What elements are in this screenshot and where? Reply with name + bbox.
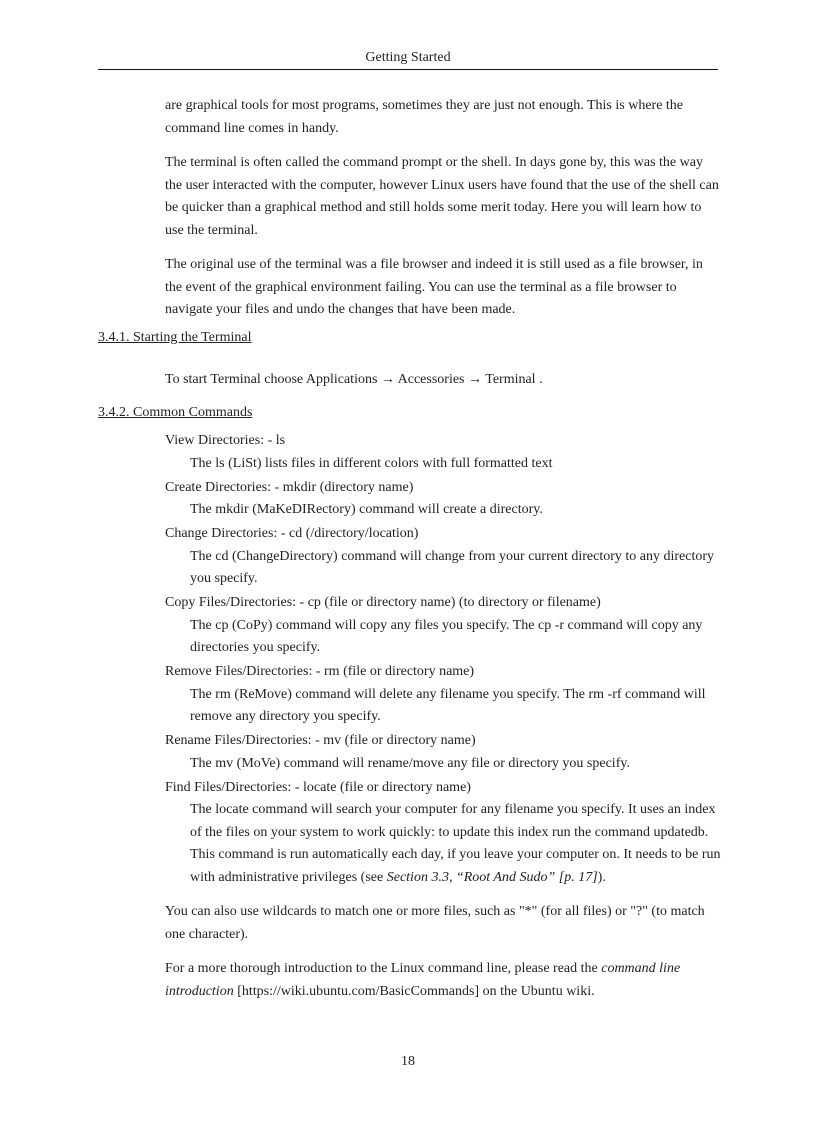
command-description: The mkdir (MaKeDIRectory) command will create a directory. bbox=[190, 502, 543, 517]
command-list bbox=[165, 430, 721, 1003]
command-title: View Directories: - ls bbox=[165, 433, 286, 448]
command-description: The mv (MoVe) command will rename/move any file or directory you specify. bbox=[190, 755, 630, 771]
locate-desc-end: ). bbox=[597, 869, 606, 885]
command-description: The cd (ChangeDirectory) command will change from your current directory to any directory you specify. bbox=[190, 548, 715, 586]
thorough-pre-text: For a more thorough introduction to the Linux command line, please read the bbox=[165, 961, 602, 976]
command-title: Find Files/Directories: - locate (file or directory name) bbox=[165, 779, 471, 795]
intro-paragraph-2: The terminal is often called the command prompt or the shell. In days gone by, this was the way the user interacted with the computer, however Linux users have found that the use of the shell can be quicker than a graphical method and still holds some merit today. Here you will learn how to use the terminal. bbox=[165, 155, 719, 238]
section-heading-common-commands[interactable]: 3.4.2. Common Commands bbox=[98, 405, 253, 420]
command-description: The cp (CoPy) command will copy any files you specify. The cp -r command will copy any directories you specify. bbox=[190, 617, 703, 655]
intro-paragraph-1: are graphical tools for most programs, sometimes they are just not enough. This is where the command line comes in handy. bbox=[165, 98, 684, 136]
command-description-locate bbox=[190, 799, 721, 889]
page-number: 18 bbox=[401, 1054, 415, 1069]
thorough-intro-paragraph bbox=[165, 958, 721, 1003]
starting-terminal-text: To start Terminal choose Applications → Accessories → Terminal . bbox=[165, 372, 543, 387]
intro-content bbox=[165, 95, 721, 334]
command-title: Remove Files/Directories: - rm (file or directory name) bbox=[165, 664, 475, 679]
command-description: The rm (ReMove) command will delete any filename you specify. The rm -rf command will remove any directory you specify. bbox=[190, 686, 706, 724]
running-header: Getting Started bbox=[365, 50, 451, 65]
locate-desc-text: The locate command will search your computer for any filename you specify. It uses an index of the files on your system to work quickly: to update this index run the command updatedb. This command is run automatically each day, if you leave your computer on. It needs to be run with administrative privileges (see bbox=[190, 802, 721, 885]
command-description: The ls (LiSt) lists files in different colors with full formatted text bbox=[190, 455, 553, 471]
cross-reference-link[interactable]: Section 3.3, “Root And Sudo” [p. 17] bbox=[386, 869, 598, 885]
section-heading-starting-terminal[interactable]: 3.4.1. Starting the Terminal bbox=[98, 330, 252, 345]
header-rule bbox=[98, 69, 718, 70]
thorough-post-text: on the Ubuntu wiki. bbox=[479, 983, 595, 999]
command-title: Copy Files/Directories: - cp (file or directory name) (to directory or filename) bbox=[165, 595, 601, 610]
command-title: Rename Files/Directories: - mv (file or directory name) bbox=[165, 733, 476, 748]
wildcards-paragraph: You can also use wildcards to match one or more files, such as "*" (for all files) or "?" (to match one character). bbox=[165, 904, 705, 942]
link-url: [https://wiki.ubuntu.com/BasicCommands] bbox=[233, 983, 480, 999]
command-title: Create Directories: - mkdir (directory name) bbox=[165, 479, 414, 495]
intro-paragraph-3: The original use of the terminal was a file browser and indeed it is still used as a file browser, in the event of the graphical environment failing. You can use the terminal as a file browser to navigate your files and undo the changes that have been made. bbox=[165, 257, 703, 317]
command-title: Change Directories: - cd (/directory/location) bbox=[165, 526, 419, 541]
command-line-intro-link[interactable]: command line introduction bbox=[165, 961, 681, 999]
